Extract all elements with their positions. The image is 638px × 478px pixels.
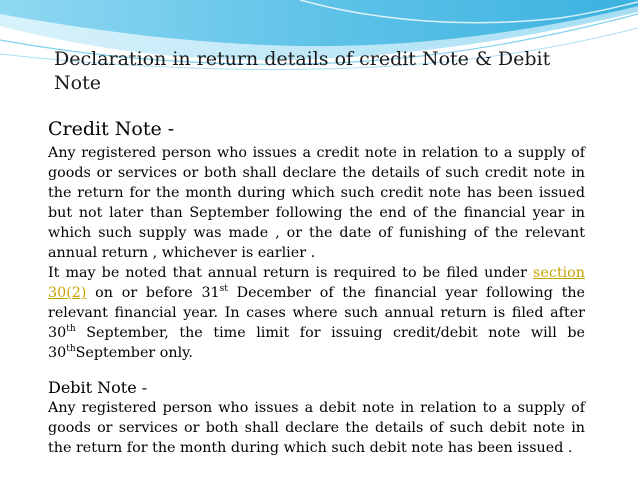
sup-th-1: th [66, 324, 76, 334]
note-prefix: It may be noted that annual return is required to be filed under [48, 265, 534, 281]
note-mid-1: on or before 31 [86, 285, 220, 301]
credit-note-heading: Credit Note - [48, 118, 175, 140]
slide-title: Declaration in return details of credit Note & Debit Note [54, 48, 551, 94]
credit-note-annual-return-note [48, 263, 585, 363]
debit-note-heading: Debit Note - [48, 378, 148, 397]
slide-body [48, 117, 585, 458]
sup-th-2: th [66, 344, 76, 354]
sup-st: st [219, 284, 228, 294]
section-30-2-link[interactable]: section 30(2) [48, 265, 585, 301]
note-mid-2: December of the financial year following the relevant financial year. In cases where such annual return is filed after 30 [48, 285, 585, 341]
section-gap [48, 363, 585, 377]
note-mid-3: September, the time limit for issuing credit/debit note will be 30 [48, 325, 585, 361]
debit-note-paragraph: Any registered person who issues a debit note in relation to a supply of goods or services or both shall declare the details of such debit note in the return for the month during which such debit note has been issued . [48, 400, 585, 456]
credit-note-paragraph: Any registered person who issues a credit note in relation to a supply of goods or services or both shall declare the details of such credit note in the return for the month during which such credit note has been issued but not later than September following the end of the financial year in which such supply was made , or the date of funishing of the relevant annual return , whichever is earlier . [48, 145, 585, 261]
note-end: September only. [75, 345, 193, 361]
